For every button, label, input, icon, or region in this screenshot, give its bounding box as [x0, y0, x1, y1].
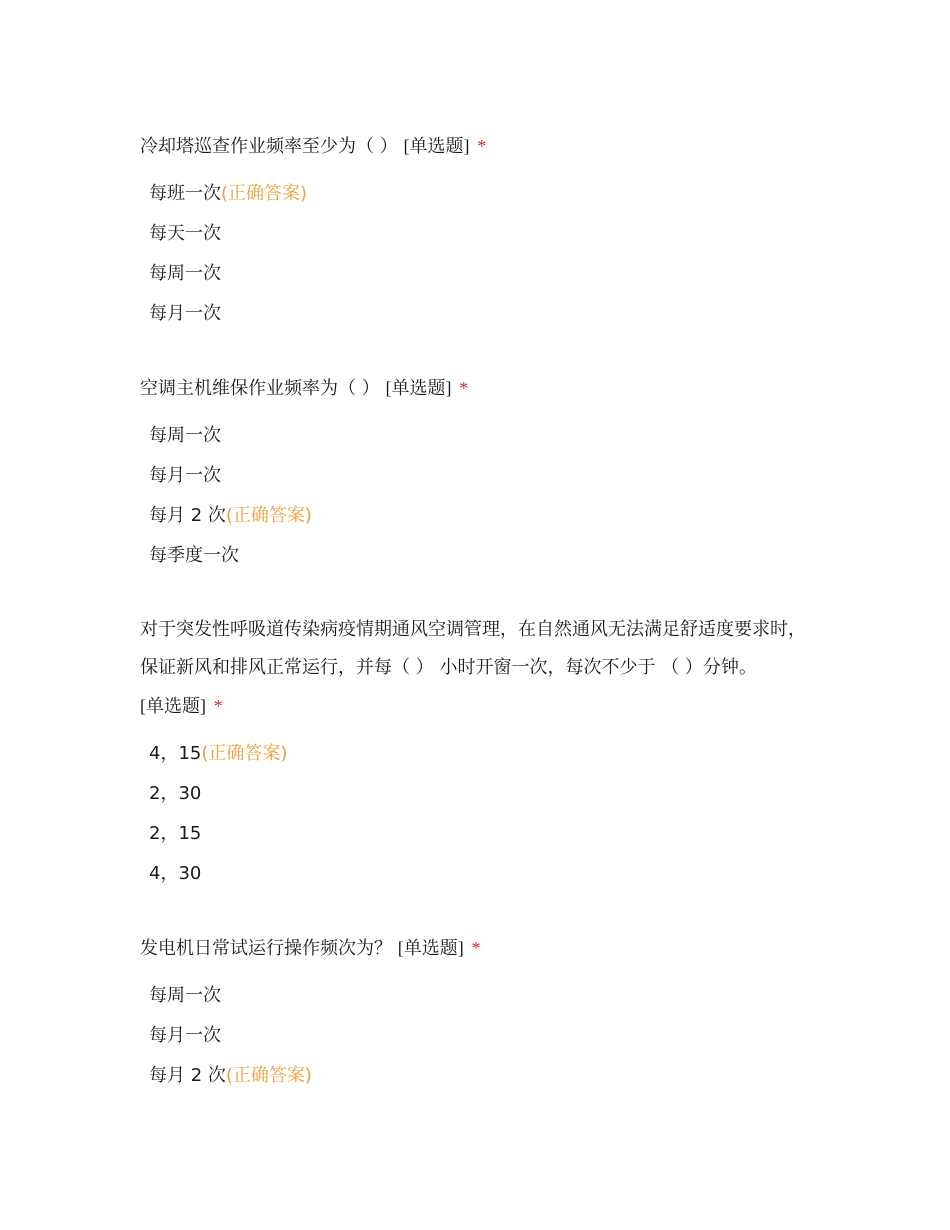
correct-answer-mark: (正确答案): [221, 183, 308, 204]
question-type: [单选题]: [385, 378, 452, 398]
option-item[interactable]: 每月一次: [149, 303, 221, 324]
option-item[interactable]: 每月 2 次(正确答案): [149, 1065, 312, 1086]
question-title: [140, 611, 820, 726]
question-type: [单选题]: [140, 696, 206, 716]
question-4: [140, 929, 820, 1096]
option-list: [140, 976, 820, 1096]
required-mark: *: [477, 136, 487, 156]
question-1: [140, 127, 820, 334]
question-title: [140, 127, 820, 166]
option-list: [140, 416, 820, 576]
correct-answer-mark: (正确答案): [201, 743, 288, 764]
question-2: [140, 369, 820, 576]
option-item[interactable]: 2，30: [149, 783, 202, 804]
required-mark: *: [471, 938, 481, 958]
option-item[interactable]: 每周一次: [149, 425, 221, 446]
option-item[interactable]: 4，30: [149, 863, 202, 884]
required-mark: *: [459, 378, 469, 398]
question-title: [140, 369, 820, 408]
option-item[interactable]: 2，15: [149, 823, 202, 844]
question-text: 冷却塔巡查作业频率至少为（ ）: [140, 136, 398, 157]
option-list: [140, 734, 820, 894]
question-text: 发电机日常试运行操作频次为？: [140, 938, 392, 959]
correct-answer-mark: (正确答案): [225, 505, 312, 526]
question-text: 空调主机维保作业频率为（ ）: [140, 378, 380, 399]
option-item[interactable]: 4，15(正确答案): [149, 743, 288, 764]
option-item[interactable]: 每季度一次: [149, 545, 239, 566]
option-item[interactable]: 每月 2 次(正确答案): [149, 505, 312, 526]
option-item[interactable]: 每天一次: [149, 223, 221, 244]
question-title: [140, 929, 820, 968]
option-item[interactable]: 每周一次: [149, 985, 221, 1006]
option-item[interactable]: 每周一次: [149, 263, 221, 284]
question-type: [单选题]: [397, 938, 464, 958]
question-text: 对于突发性呼吸道传染病疫情期通风空调管理，在自然通风无法满足舒适度要求时，保证新风和排风正常运行，并每（ ） 小时开窗一次，每次不少于 （ ）分钟。: [140, 619, 806, 678]
option-item[interactable]: 每月一次: [149, 465, 221, 486]
option-item[interactable]: 每班一次(正确答案): [149, 183, 308, 204]
question-type: [单选题]: [403, 136, 470, 156]
correct-answer-mark: (正确答案): [225, 1065, 312, 1086]
option-item[interactable]: 每月一次: [149, 1025, 221, 1046]
option-list: [140, 174, 820, 334]
question-3: [140, 611, 820, 894]
required-mark: *: [213, 696, 223, 716]
